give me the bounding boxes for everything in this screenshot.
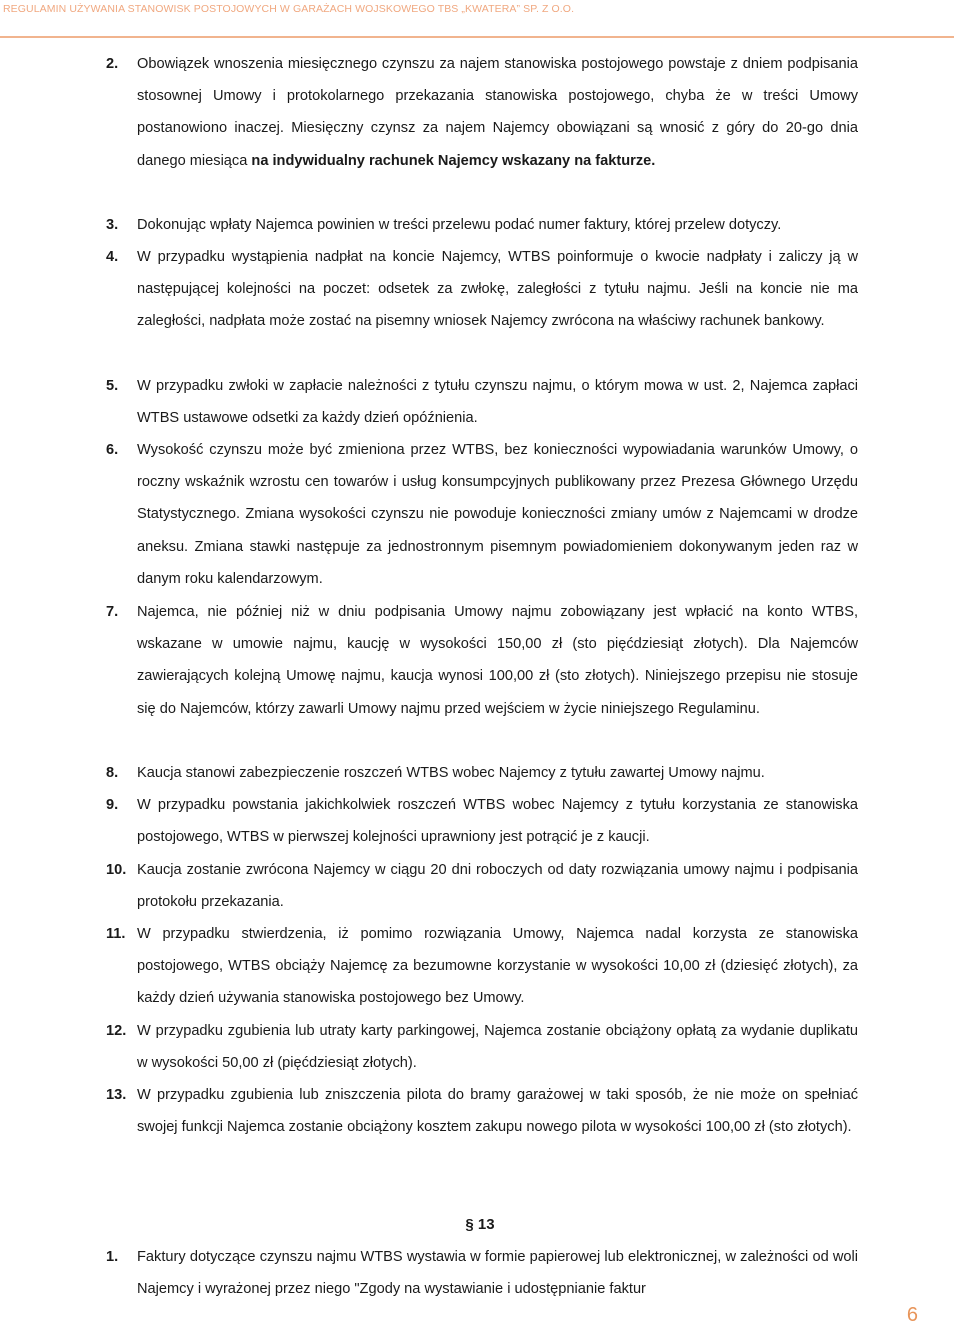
item-number: 8. xyxy=(106,765,119,781)
item-number: 12. xyxy=(106,1023,127,1039)
item-text: Obowiązek wnoszenia miesięcznego czynszu za najem stanowiska postojowego powstaje z dniem podpisania stosownej Umowy i protokolarnego przekazania stanowiska postojowego, chyba że w treści Umowy postanowiono inaczej. Miesięczny czynsz za najem Najemcy obowiązani są wnosić z góry do 20-go dnia danego miesiąca na indywidualny rachunek Najemcy wskazany na fakturze. xyxy=(137,56,858,169)
item-text: Najemca, nie później niż w dniu podpisania Umowy najmu zobowiązany jest wpłacić na konto WTBS, wskazane w umowie najmu, kaucję w wysokości 150,00 zł (sto pięćdziesiąt złotych). Dla Najemców zawierających kolejną Umowę najmu, kaucja wynosi 100,00 zł (sto złotych). Niniejszego przepisu nie stosuje się do Najemców, którzy zawarli Umowy najmu przed wejściem w życie niniejszego Regulaminu. xyxy=(137,604,858,717)
list-item xyxy=(106,1241,858,1305)
item-text: W przypadku stwierdzenia, iż pomimo rozwiązania Umowy, Najemca nadal korzysta ze stanowiska postojowego, WTBS obciąży Najemcę za bezumowne korzystanie w wysokości 10,00 zł (dziesięć złotych), za każdy dzień używania stanowiska postojowego bez Umowy. xyxy=(137,926,858,1007)
list-item xyxy=(106,48,858,177)
item-bold-text: na indywidualny rachunek Najemcy wskazany na fakturze. xyxy=(251,152,656,169)
item-text: Kaucja stanowi zabezpieczenie roszczeń WTBS wobec Najemcy z tytułu zawartej Umowy najmu. xyxy=(137,765,765,781)
item-number: 4. xyxy=(106,249,119,265)
item-number: 1. xyxy=(106,1249,119,1265)
item-text: W przypadku zgubienia lub utraty karty parkingowej, Najemca zostanie obciążony opłatą za wydanie duplikatu w wysokości 50,00 zł (pięćdziesiąt złotych). xyxy=(137,1023,858,1072)
list-item xyxy=(106,241,858,338)
page-header xyxy=(0,0,960,38)
list-item xyxy=(106,434,858,595)
item-number: 6. xyxy=(106,442,119,458)
item-number: 9. xyxy=(106,797,119,813)
item-text: Wysokość czynszu może być zmieniona przez WTBS, bez konieczności wypowiadania warunków Umowy, o roczny wskaźnik wzrostu cen towarów i usług konsumpcyjnych publikowany przez Prezesa Głównego Urzędu Statystycznego. Zmiana wysokości czynszu nie powoduje konieczności zmiany umów z Najemcami w drodze aneksu. Zmiana stawki następuje za jednostronnym pisemnym powiadomieniem dokonywanym jeden raz w danym roku kalendarzowym. xyxy=(137,442,858,587)
item-number: 10. xyxy=(106,862,127,878)
item-text: W przypadku zgubienia lub zniszczenia pilota do bramy garażowej w taki sposób, że nie może on spełniać swojej funkcji Najemca zostanie obciążony kosztem zakupu nowego pilota w wysokości 100,00 zł (sto złotych). xyxy=(137,1087,858,1136)
item-number: 13. xyxy=(106,1087,127,1103)
list-item xyxy=(106,370,858,434)
list-item xyxy=(106,1015,858,1079)
item-number: 11. xyxy=(106,926,126,942)
list-item xyxy=(106,854,858,918)
header-divider xyxy=(0,36,954,38)
list-item xyxy=(106,789,858,853)
document-running-title: REGULAMIN UŻYWANIA STANOWISK POSTOJOWYCH W GARAŻACH WOJSKOWEGO TBS „KWATERA” SP. Z O.O. xyxy=(3,3,575,15)
list-item xyxy=(106,596,858,725)
item-text: Kaucja zostanie zwrócona Najemcy w ciągu 20 dni roboczych od daty rozwiązania umowy najmu i podpisania protokołu przekazania. xyxy=(137,862,858,911)
list-item xyxy=(106,209,858,241)
item-text: W przypadku wystąpienia nadpłat na koncie Najemcy, WTBS poinformuje o kwocie nadpłaty i zaliczy ją w następującej kolejności na poczet: odsetek za zwłokę, zaległości z tytułu najmu. Jeśli na koncie nie ma zaległości, nadpłata może zostać na pisemny wniosek Najemcy zwrócona na właściwy rachunek bankowy. xyxy=(137,249,858,330)
item-text: Faktury dotyczące czynszu najmu WTBS wystawia w formie papierowej lub elektronicznej, w zależności od woli Najemcy i wyrażonej przez niego "Zgody na wystawianie i udostępnianie faktur xyxy=(137,1249,858,1298)
page-number: 6 xyxy=(906,1304,918,1326)
item-number: 3. xyxy=(106,217,119,233)
item-number: 2. xyxy=(106,56,119,72)
item-number: 5. xyxy=(106,378,119,394)
item-number: 7. xyxy=(106,604,119,620)
list-item xyxy=(106,757,858,789)
item-text: W przypadku powstania jakichkolwiek roszczeń WTBS wobec Najemcy z tytułu korzystania ze stanowiska postojowego, WTBS w pierwszej kolejności uprawniony jest potrącić je z kaucji. xyxy=(137,797,858,846)
list-item xyxy=(106,918,858,1015)
list-item xyxy=(106,1079,858,1143)
section-heading: § 13 xyxy=(465,1216,495,1233)
item-text: W przypadku zwłoki w zapłacie należności z tytułu czynszu najmu, o którym mowa w ust. 2, Najemca zapłaci WTBS ustawowe odsetki za każdy dzień opóźnienia. xyxy=(137,378,858,427)
item-text: Dokonując wpłaty Najemca powinien w treści przelewu podać numer faktury, której przelew dotyczy. xyxy=(137,217,782,233)
